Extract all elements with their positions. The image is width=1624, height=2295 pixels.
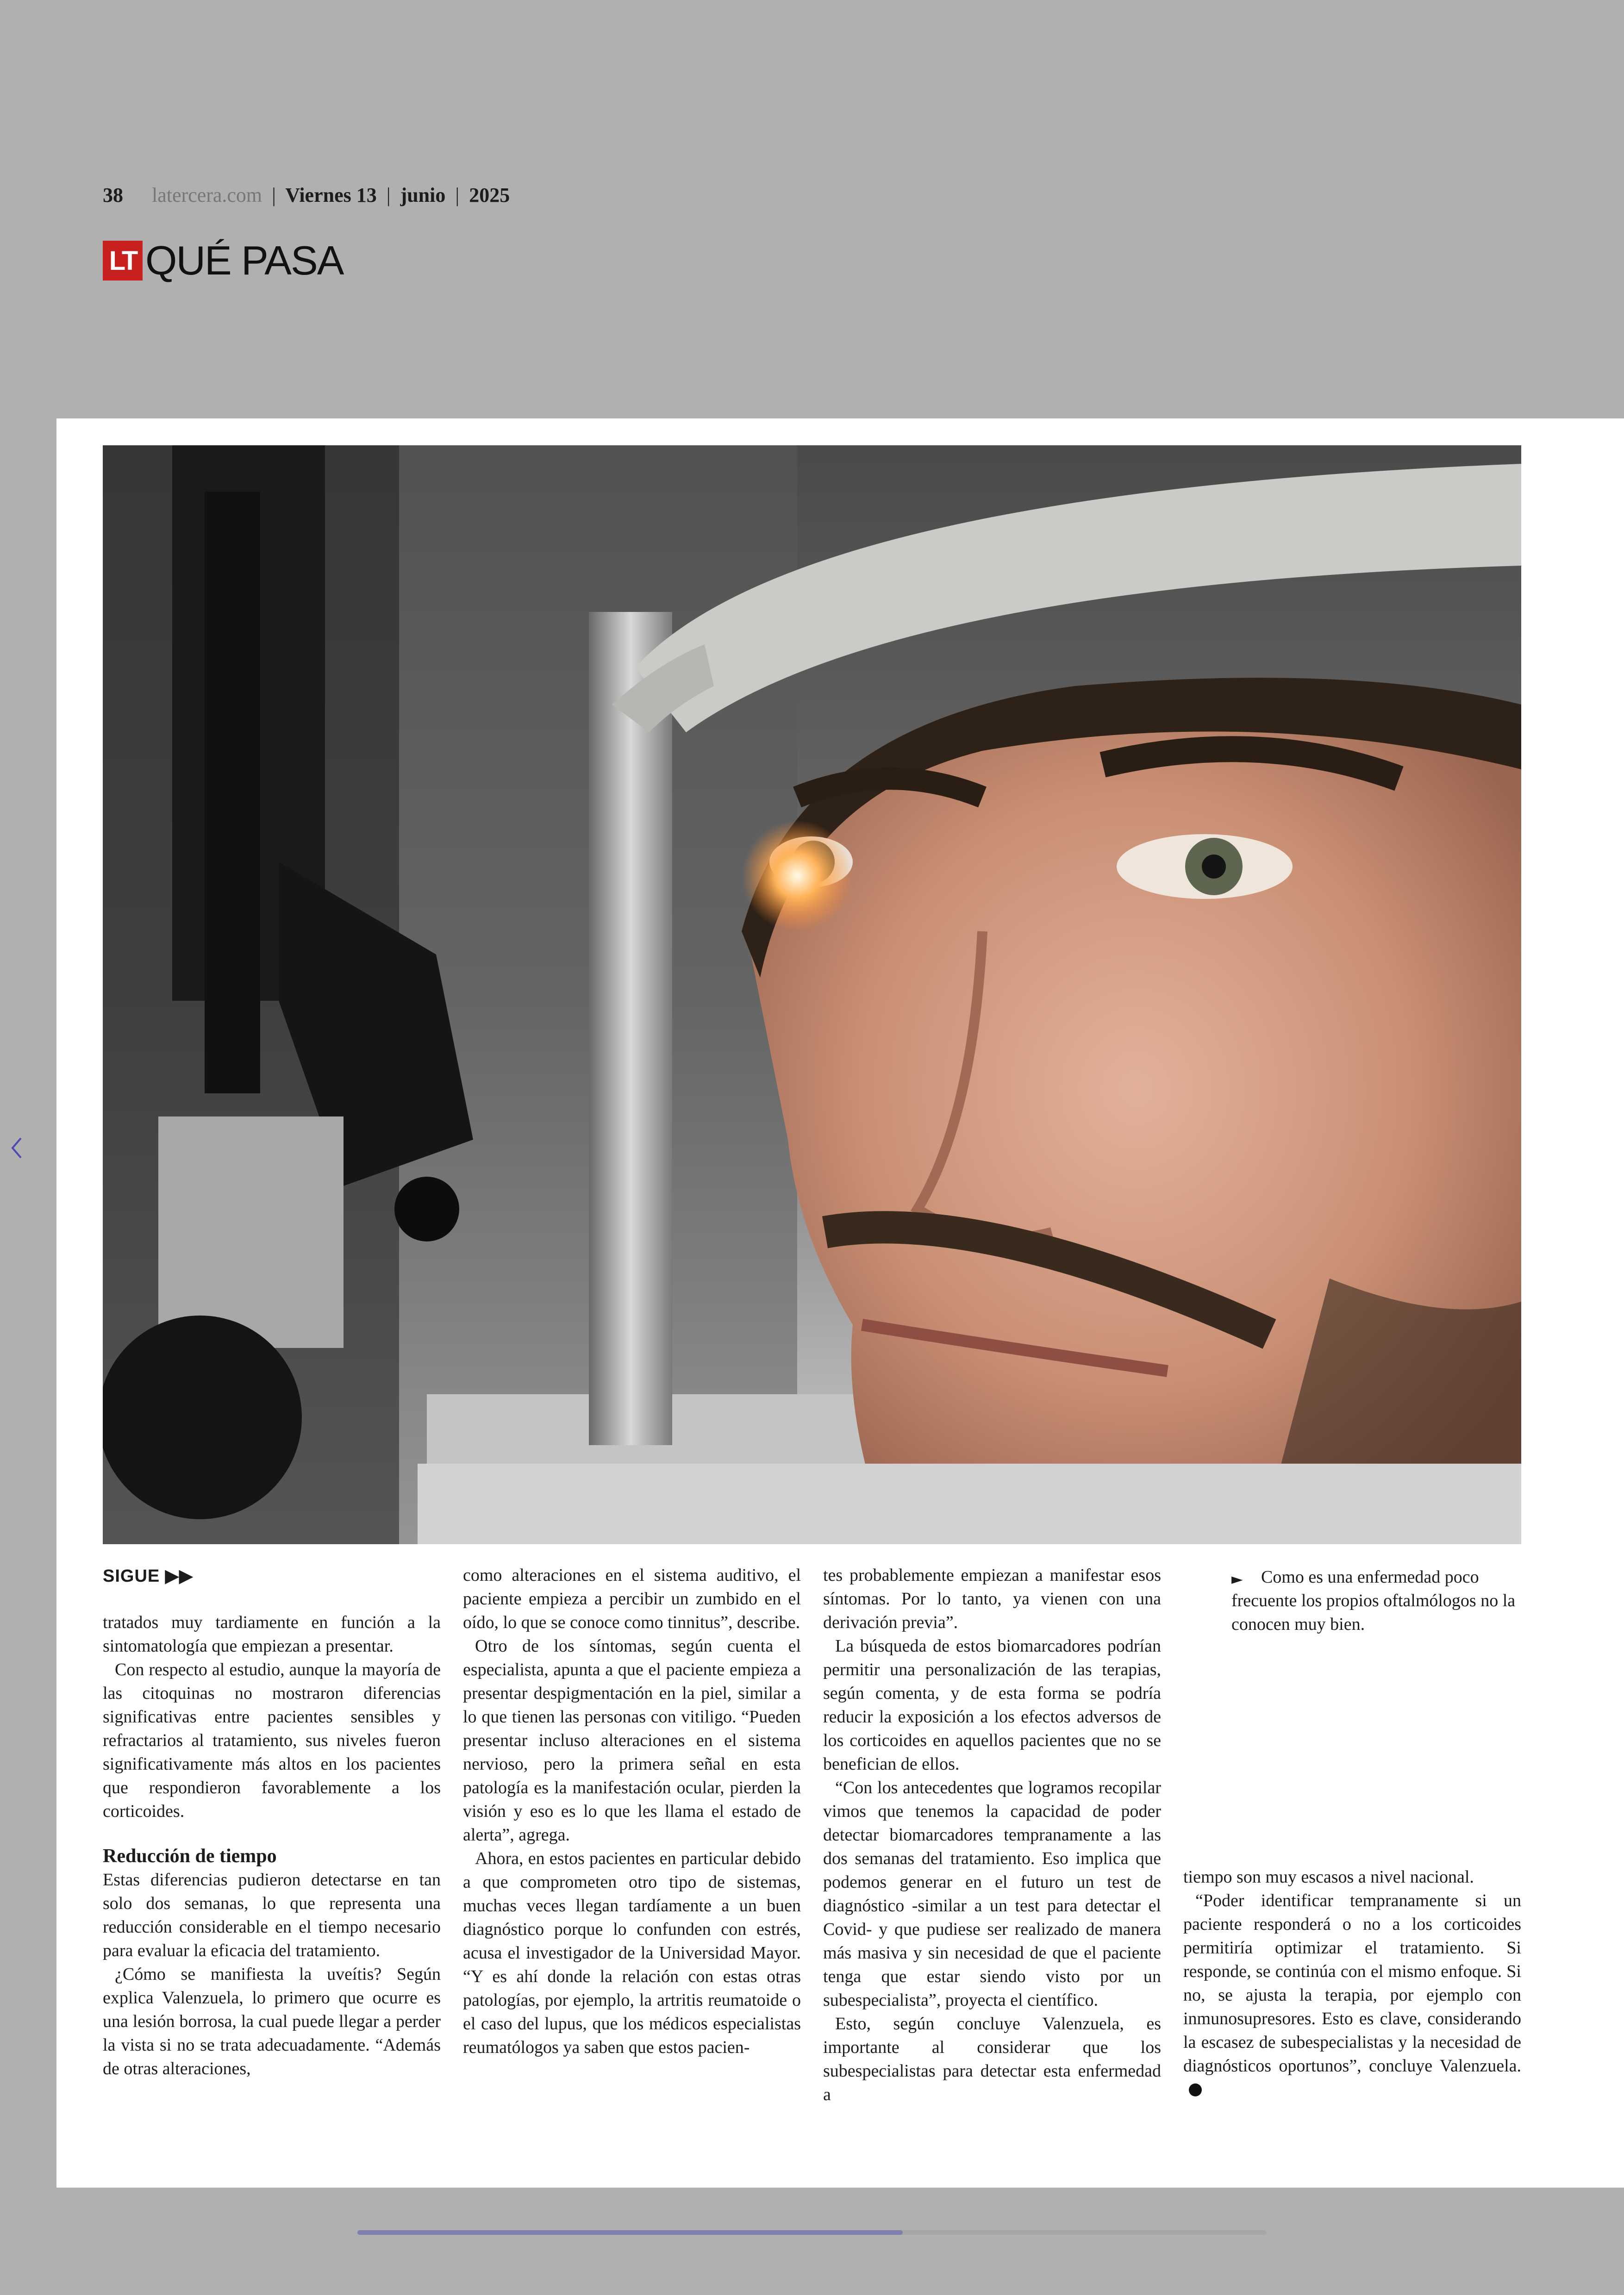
caption-marker-icon: ►: [1231, 1570, 1243, 1588]
continue-label: SIGUE ▶▶: [103, 1566, 194, 1586]
previous-page-button[interactable]: [7, 1129, 26, 1166]
date-month: junio: [400, 184, 446, 206]
paragraph: tiempo son muy escasos a nivel nacional.: [1183, 1867, 1474, 1887]
paragraph-ending: [1183, 1889, 1521, 2102]
paragraph: tes probablemente empiezan a manifestar esos síntomas. Por lo tanto, ya vienen con una derivación previa”.: [823, 1565, 1161, 1632]
section-header: [103, 237, 344, 283]
article-column-2: [463, 1564, 801, 2059]
paragraph: tratados muy tardiamente en función a la sintomatología que empiezan a presentar.: [103, 1613, 441, 1656]
paragraph: ¿Cómo se manifiesta la uveítis? Según explica Valenzuela, lo primero que ocurre es una lesión borrosa, la cual puede llegar a perder la vista si no se trata adecuadamente. “Además de otras alteraciones,: [103, 1964, 441, 2078]
paragraph: “Con los antecedentes que logramos recopilar vimos que tenemos la capacidad de poder detectar biomarcadores tempranamente a las dos semanas del tratamiento. Eso implica que podemos generar en el futuro un test de diagnóstico -similar a un test para detectar el Covid- y que pudiese ser realizado de manera más masiva y sin necesidad de que el paciente tenga que estar siendo visto por un subespecialista”, proyecta el científico.: [823, 1778, 1161, 2010]
article-subheading: Reducción de tiempo: [103, 1846, 277, 1867]
paragraph: La búsqueda de estos biomarcadores podrían permitir una personalización de las terapias, según comenta, y de esta forma se podría reducir la exposición a los efectos adversos de los corticoides en aquellos pacientes que no se benefician de ellos.: [823, 1636, 1161, 1774]
photo-caption: [1231, 1565, 1521, 1636]
end-mark-icon: [1189, 2083, 1202, 2096]
paragraph: Ahora, en estos pacientes en particular debido a que comprometen otro tipo de sistemas, muchas veces llegan tardíamente a un buen diagnóstico porque lo confunden con estrés, acusa el investigador de la Universidad Mayor. “Y es ahí donde la relación con estas otras patologías, por ejemplo, la artritis reumatoide o el caso del lupus, que los médicos especialistas reumatólogos ya saben que estos pacien-: [463, 1849, 801, 2057]
article-column-4: [1183, 1865, 1521, 2102]
paragraph: Estas diferencias pudieron detectarse en tan solo dos semanas, lo que representa una reducción considerable en el tiempo necesario para evaluar la eficacia del tratamiento.: [103, 1870, 441, 1960]
article-column-3: [823, 1564, 1161, 2107]
reading-progress-fill: [357, 2230, 903, 2235]
caption-text: Como es una enfermedad poco frecuente los propios oftalmólogos no la conocen muy bien.: [1231, 1567, 1516, 1634]
section-title: QUÉ PASA: [145, 237, 344, 283]
date-day: Viernes 13: [285, 184, 377, 206]
paragraph: Otro de los síntomas, según cuenta el especialista, apunta a que el paciente empieza a presentar despigmentación en la piel, similar a lo que tienen las personas con vitiligo. “Pueden presentar incluso alteraciones en el sistema nervioso, pero la primera señal en esta patología es la manifestación ocular, pierden la visión y eso es lo que les llama el estado de alerta”, agrega.: [463, 1636, 801, 1845]
page-header: 38 latercera.com | Viernes 13 | junio | 2025: [103, 184, 510, 206]
paragraph: Con respecto al estudio, aunque la mayoría de las citoquinas no mostraron diferencias significativas entre pacientes sensibles y refractarios al tratamiento, sus niveles fueron significativamente más altos en los pacientes que respondieron favorablemente a los corticoides.: [103, 1660, 441, 1821]
paragraph: Esto, según concluye Valenzuela, es importante al considerar que los subespecialistas para detectar esta enfermedad a: [823, 2014, 1161, 2104]
site-name: latercera.com: [152, 184, 262, 206]
page-number: 38: [103, 184, 123, 206]
paragraph: “Poder identificar tempranamente si un paciente responderá o no a los corticoides permitiría optimizar el tratamiento. Si responde, se continúa con el mismo enfoque. Si no, se ajusta la terapia, por ejemplo con inmunosupresores. Esto es clave, considerando la escasez de subespecialistas y la necesidad de diagnósticos oportunos”, concluye Valenzuela.: [1183, 1891, 1521, 2076]
date-year: 2025: [469, 184, 510, 206]
lt-logo: LT: [103, 241, 143, 281]
article-photo: [103, 445, 1521, 1544]
paragraph: como alteraciones en el sistema auditivo, el paciente empieza a percibir un zumbido en el oído, lo que se conoce como tinnitus”, describe.: [463, 1565, 801, 1632]
chevron-left-icon: [10, 1136, 24, 1160]
reading-progress-bar[interactable]: [357, 2230, 1267, 2235]
article-column-1: [103, 1564, 441, 2081]
